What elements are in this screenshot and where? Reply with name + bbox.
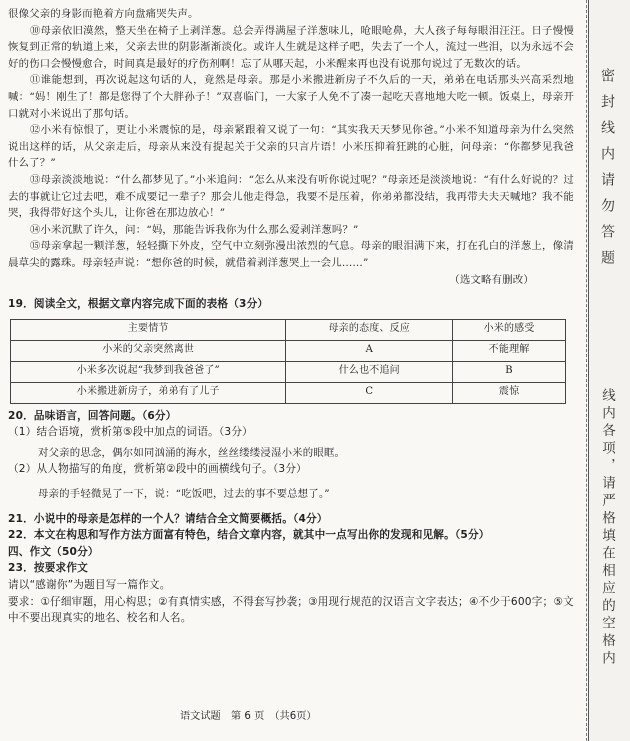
passage-paragraph-12: ⑫小米有惊恨了，更让小米震惊的是，母亲紧跟着又说了一句：“其实我天天梦见你爸。”小米不知道母亲为什么突然说出这样的话，从父亲走后，母亲从来没有提起关于父亲的只言片语！小米压抑着狂跳的心脏，问母亲：“你都梦见我爸什么了？” (8, 124, 574, 170)
question-22-label: 22．本文在构思和写作方法方面富有特色，结合文章内容，就其中一点写出你的发现和见解。（5分） (8, 529, 490, 542)
margin-notice-top: 密封线内请勿答题 (599, 68, 615, 276)
passage-paragraph-10: ⑩母亲依旧漠然，整天坐在椅子上剥洋葱。总会弄得满屋子洋葱味儿，呛眼呛鼻，大人孩子每每眼泪汪汪。日子慢慢恢复到正常的轨道上来，父亲去世的阴影渐渐淡化。或许人生就是这样子吧，失去了一个人，流过一些泪，以为永远不会好的伤口会慢慢愈合，时间真是最好的疗伤剂啊！忘了从哪天起，小米醒来再也没有说那句说过了无数次的话。 (8, 24, 574, 70)
question-20-sub-2: （2）从人物描写的角度，赏析第②段中的画横线句子。（3分） (8, 463, 307, 476)
passage-paragraph-11: ⑪谁能想到，再次说起这句话的人，竟然是母亲。那是小米搬进新房子不久后的一天，弟弟在电话那头兴高采烈地喊：“妈！刚生了！都是您得了个大胖孙子！”双喜临门，一大家子人免不了凑一起吃天喜地地大吃一顿。饭桌上，母亲开口就对小米说出了那句话。 (8, 74, 574, 120)
question-23-prompt: 请以“感谢你”为题目写一篇作文。 (8, 579, 171, 592)
table-cell: 什么也不追问 (286, 361, 453, 382)
table-row (11, 361, 566, 382)
table-row (11, 340, 566, 361)
plot-table (10, 319, 566, 404)
question-20-example-2: 母亲的手轻微晃了一下，说：“吃饭吧，过去的事不要总想了。” (38, 488, 330, 501)
table-header: 小米的感受 (453, 319, 566, 340)
table-cell: 震惊 (453, 382, 566, 403)
seal-line (586, 0, 587, 741)
table-cell: C (286, 382, 453, 403)
question-19-label: 19．阅读全文，根据文章内容完成下面的表格（3分） (8, 298, 269, 311)
question-23-label: 23．按要求作文 (8, 562, 88, 575)
page-content (8, 6, 574, 626)
table-cell: 小米的父亲突然离世 (11, 340, 286, 361)
page-footer: 语文试题 第 6 页 （共6页） (180, 711, 317, 722)
passage-line-top: 很像父亲的身影而艳着方向盘痛哭失声。 (8, 8, 199, 20)
margin-notice-bottom: 线内各项，请严格填在相应的空格内 (599, 388, 615, 668)
table-header: 主要情节 (11, 319, 286, 340)
question-21-label: 21．小说中的母亲是怎样的一个人？请结合全文简要概括。（4分） (8, 512, 328, 525)
passage-credit: （选文略有删改） (449, 273, 534, 286)
passage-paragraph-15: ⑮母亲拿起一颗洋葱，轻轻撕下外皮，空气中立刻弥漫出浓烈的气息。母亲的眼泪满下来，打在孔白的洋葱上，像清晨草尖的露珠。母亲轻声说：“想你爸的时候，就借着剥洋葱哭上一会儿……” (8, 240, 574, 269)
question-20-example-1: 对父亲的思念，偶尔如同汹涌的海水，丝丝缕缕浸湿小米的眼眶。 (38, 446, 346, 459)
table-cell: 小米多次说起“我梦到我爸爸了” (11, 361, 286, 382)
table-cell: B (453, 361, 566, 382)
table-cell: 不能理解 (453, 340, 566, 361)
table-cell: 小米搬进新房子，弟弟有了儿子 (11, 382, 286, 403)
question-20-sub-1: （1）结合语境，赏析第⑤段中加点的词语。（3分） (8, 426, 253, 439)
section-4-label: 四、作文（50分） (8, 545, 99, 558)
passage-paragraph-14: ⑭小米沉默了许久，问：“妈，那能告诉我你为什么那么爱剥洋葱吗？” (29, 223, 359, 236)
question-20-label: 20．品味语言，回答问题。（6分） (8, 409, 177, 422)
question-23-requirements: 要求：①仔细审题，用心构思；②有真情实感，不得套写抄袭；③用现行规范的汉语言文字表达；④不少于600字；⑤文中不要出现真实的地名、校名和人名。 (8, 595, 574, 624)
passage-paragraph-13: ⑬母亲淡淡地说：“什么都梦见了。”小米追问：“怎么从来没有听你说过呢？”母亲还是淡淡地说：“有什么好说的？过去的事就让它过去吧，难不成要记一辈子？那会儿他走得急，我要不是压着，你弟弟都没结，我再带夫夫天喊地？我不能哭，我得带好这个头儿，让你爸在那边放心！” (8, 173, 574, 220)
table-cell: A (286, 340, 453, 361)
table-row (11, 382, 566, 403)
table-header-row (11, 319, 566, 340)
table-header: 母亲的态度、反应 (286, 319, 453, 340)
